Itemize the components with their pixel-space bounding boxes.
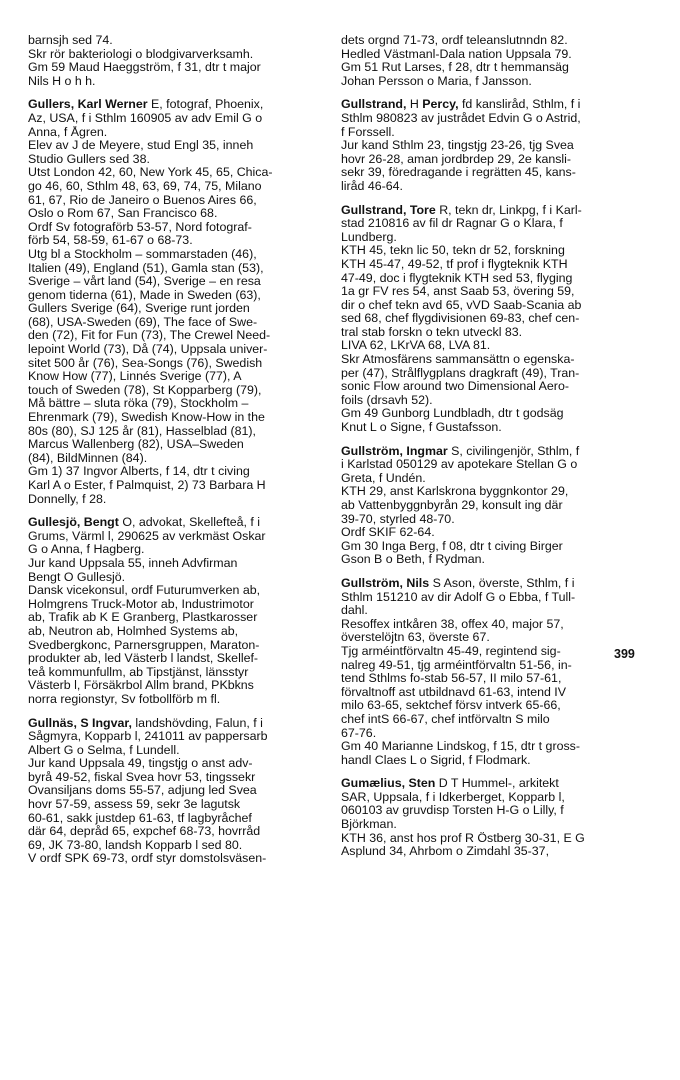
text-line: chef intS 66-67, chef intförvaltn S milo xyxy=(341,712,550,726)
entry-gullstrand-tore xyxy=(341,204,641,435)
entry-text: fd kansliråd, Sthlm, f i xyxy=(458,98,581,112)
entry-text: S Ason, överste, Sthlm, f i xyxy=(429,576,575,590)
text-line: foils (drsavh 52). xyxy=(341,393,433,407)
entry-gullnas-ingvar xyxy=(28,717,328,867)
text-line: dir o chef tekn avd 65, vVD Saab-Scania ab xyxy=(341,298,582,312)
text-line: Anna, f Ågren. xyxy=(28,125,108,139)
text-line: Gm 51 Rut Larses, f 28, dtr t hemmansäg xyxy=(341,61,569,75)
text-line: sed 68, chef flygdivisionen 69-83, chef cen- xyxy=(341,312,580,326)
text-line: LIVA 62, LKrVA 68, LVA 81. xyxy=(341,339,491,353)
text-line: nalreg 49-51, tjg arméintförvaltn 51-56, in- xyxy=(341,658,572,672)
text-line: Gm 40 Marianne Lindskog, f 15, dtr t gross- xyxy=(341,740,580,754)
entry-name: Gullstrand, xyxy=(341,98,407,112)
text-line: Knut L o Signe, f Gustafsson. xyxy=(341,421,502,435)
text-line: Studio Gullers sed 38. xyxy=(28,152,150,166)
entry-name: Gullesjö, Bengt xyxy=(28,516,119,530)
text-line: där 64, depråd 65, expchef 68-73, hovrråd xyxy=(28,825,261,839)
text-line: produkter ab, led Västerb l landst, Skellef- xyxy=(28,652,259,666)
text-line: 39-70, styrled 48-70. xyxy=(341,512,455,526)
text-line: Nils H o h h. xyxy=(28,74,96,88)
entry-name: Gullström, Nils xyxy=(341,576,430,590)
text-line: lepoint World (73), Då (74), Uppsala univer- xyxy=(28,343,268,357)
entry-name: Gullstrand, Tore xyxy=(341,203,436,217)
text-line: Johan Persson o Maria, f Jansson. xyxy=(341,74,532,88)
text-line: go 46, 60, Sthlm 48, 63, 69, 74, 75, Milano xyxy=(28,179,262,193)
text-line: Marcus Wallenberg (82), USA–Sweden xyxy=(28,438,244,452)
text-line: hovr 57-59, assess 59, sekr 3e lagutsk xyxy=(28,798,241,812)
text-line xyxy=(341,98,641,112)
text-line: Karl A o Ester, f Palmquist, 2) 73 Barbara H xyxy=(28,479,266,492)
text-line: KTH 45-47, 49-52, tf prof i flygteknik KTH xyxy=(341,257,568,271)
entry-text: R, tekn dr, Linkpg, f i Karl- xyxy=(435,203,582,217)
text-line: i Karlstad 050129 av apotekare Stellan G o xyxy=(341,458,578,472)
text-line: (68), USA-Sweden (69), The face of Swe- xyxy=(28,315,258,329)
text-line: liråd 46-64. xyxy=(341,179,403,193)
text-line: ab, Trafik ab K E Granberg, Plastkarosser xyxy=(28,611,258,625)
text-line: KTH 45, tekn lic 50, tekn dr 52, forskning xyxy=(341,244,565,258)
entry-continuation xyxy=(341,34,641,88)
text-line xyxy=(341,445,641,459)
text-line: överstelöjtn 63, överste 67. xyxy=(341,631,490,645)
text-line xyxy=(341,777,641,791)
entry-text: O, advokat, Skellefteå, f i xyxy=(118,516,261,530)
text-line: Sthlm 980823 av justrådet Edvin G o Astrid, xyxy=(341,111,581,125)
text-line: milo 63-65, sektchef försv intverk 65-66, xyxy=(341,699,561,713)
text-line: Az, USA, f i Sthlm 160905 av adv Emil G o xyxy=(28,111,263,125)
text-line xyxy=(341,577,641,591)
text-line: 69, JK 73-80, landsh Kopparb l sed 80. xyxy=(28,838,243,852)
text-line: förb 54, 58-59, 61-67 o 68-73. xyxy=(28,234,193,248)
text-line: genom tiderna (61), Made in Sweden (63), xyxy=(28,288,261,302)
text-line: 67-76. xyxy=(341,726,377,740)
entry-name: Gullers, Karl Werner xyxy=(28,98,148,112)
entry-name: Gullström, Ingmar xyxy=(341,444,448,458)
text-line: Asplund 34, Ahrbom o Zimdahl 35-37, xyxy=(341,845,550,859)
text-line: 1a gr FV res 54, anst Saab 53, övering 59, xyxy=(341,285,575,299)
text-line: Dansk vicekonsul, ordf Futurumverken ab, xyxy=(28,584,261,598)
entry-name: Percy, xyxy=(422,98,459,112)
entry-gullstrom-nils xyxy=(341,577,641,767)
entry-text: E, fotograf, Phoenix, xyxy=(147,98,264,112)
text-line: Elev av J de Meyere, stud Engl 35, inneh xyxy=(28,139,254,153)
text-line: 80s (80), SJ 125 år (81), Hasselblad (81), xyxy=(28,424,256,438)
text-line: Utg bl a Stockholm – sommarstaden (46), xyxy=(28,247,257,261)
text-line: Holmgrens Truck-Motor ab, Industrimotor xyxy=(28,597,254,611)
text-line: tral stab forskn o tekn utveckl 83. xyxy=(341,325,523,339)
text-line: SAR, Uppsala, f i Idkerberget, Kopparb l, xyxy=(341,790,565,804)
text-line: Lundberg. xyxy=(341,230,397,244)
text-line: Gm 59 Maud Haeggström, f 31, dtr t major xyxy=(28,61,261,75)
text-line: handl Claes L o Sigrid, f Flodmark. xyxy=(341,753,531,767)
entry-text: H xyxy=(406,98,423,112)
entry-gumaelius-sten xyxy=(341,777,641,859)
text-line: stad 210816 av fil dr Ragnar G o Klara, f xyxy=(341,217,563,231)
entry-text: landshövding, Falun, f i xyxy=(131,716,263,730)
text-line: V ordf SPK 69-73, ordf styr domstolsväsen- xyxy=(28,852,267,866)
text-line: Sågmyra, Kopparb l, 241011 av pappersarb xyxy=(28,730,268,744)
entry-gullstrom-ingmar xyxy=(341,445,641,567)
text-line: Gullers Sverige (64), Sverige runt jorden xyxy=(28,302,250,316)
text-line: f Forssell. xyxy=(341,125,395,139)
text-line: Donnelly, f 28. xyxy=(28,492,107,506)
text-line: den (72), Fit for Fun (73), The Crewel Need- xyxy=(28,329,271,343)
text-line: Sthlm 151210 av dir Adolf G o Ebba, f Tull- xyxy=(341,590,576,604)
text-line: Ordf Sv fotograförb 53-57, Nord fotograf- xyxy=(28,220,252,234)
text-line: Sverige – vårt land (54), Sverige – en resa xyxy=(28,275,261,289)
text-line: Gm 30 Inga Berg, f 08, dtr t civing Birger xyxy=(341,539,563,553)
text-line: Hedled Västmanl-Dala nation Uppsala 79. xyxy=(341,47,572,61)
text-line: Bengt O Gullesjö. xyxy=(28,570,126,584)
text-line: Grums, Värml l, 290625 av verkmäst Oskar xyxy=(28,529,266,543)
text-line: dahl. xyxy=(341,604,368,618)
text-line: Italien (49), England (51), Gamla stan (53), xyxy=(28,261,264,275)
entry-gullers-karl xyxy=(28,98,328,506)
text-line: sonic Flow around two Dimensional Aero- xyxy=(341,380,569,394)
text-line: Må bättre – sluta röka (79), Stockholm – xyxy=(28,397,249,411)
text-line: 60-61, sakk justdep 61-63, tf lagbyråchef xyxy=(28,811,252,825)
text-line: 47-49, doc i flygteknik KTH sed 53, flyging xyxy=(341,271,573,285)
text-line: Björkman. xyxy=(341,818,397,832)
text-line: 060103 av gruvdisp Torsten H-G o Lilly, f xyxy=(341,804,564,818)
text-line: sitet 500 år (76), Sea-Songs (76), Swedish xyxy=(28,356,263,370)
text-line: per (47), Strålflygplans dragkraft (49), Tran- xyxy=(341,366,580,380)
text-line: byrå 49-52, fiskal Svea hovr 53, tingssekr xyxy=(28,770,256,784)
page-number: 399 xyxy=(614,647,635,661)
entry-name: Gumælius, Sten xyxy=(341,777,436,791)
text-line: Utst London 42, 60, New York 45, 65, Chica- xyxy=(28,166,273,180)
text-line: hovr 26-28, aman jordbrdep 29, 2e kansli- xyxy=(341,152,572,166)
text-line: Know How (77), Linnés Sverige (77), A xyxy=(28,370,242,384)
entry-text: D T Hummel-, arkitekt xyxy=(435,777,559,791)
text-line xyxy=(28,516,328,530)
text-line: Skr Atmosfärens sammansättn o egenska- xyxy=(341,353,575,367)
entry-continuation xyxy=(28,34,328,88)
text-line: (84), BildMinnen (84). xyxy=(28,451,148,465)
text-line: 61, 67, Rio de Janeiro o Buenos Aires 66, xyxy=(28,193,257,207)
text-line: Ehrenmark (79), Swedish Know-How in the xyxy=(28,411,265,425)
text-line: sekr 39, föredragande i regrätten 45, kans- xyxy=(341,166,576,180)
entry-name: Gullnäs, S Ingvar, xyxy=(28,716,132,730)
text-line: dets orgnd 71-73, ordf teleanslutnndn 82. xyxy=(341,34,568,47)
text-line: Albert G o Selma, f Lundell. xyxy=(28,743,180,757)
text-line xyxy=(341,204,641,218)
text-line: KTH 29, anst Karlskrona byggnkontor 29, xyxy=(341,485,569,499)
text-line: Ovansiljans doms 55-57, adjung led Svea xyxy=(28,784,257,798)
text-line: Gm 1) 37 Ingvor Alberts, f 14, dtr t civing xyxy=(28,465,250,479)
right-column xyxy=(341,34,641,869)
text-line: Jur kand Uppsala 49, tingstjg o anst adv- xyxy=(28,757,253,771)
text-line: ab Vattenbyggnbyrån 29, konsult ing där xyxy=(341,499,563,512)
text-line: ab, Neutron ab, Holmhed Systems ab, xyxy=(28,624,239,638)
text-line: Tjg arméintförvaltn 45-49, regintend sig- xyxy=(341,644,561,658)
text-line: Jur kand Uppsala 55, inneh Advfirman xyxy=(28,556,238,570)
text-line: Gm 49 Gunborg Lundbladh, dtr t godsäg xyxy=(341,407,564,421)
text-line: Oslo o Rom 67, San Francisco 68. xyxy=(28,207,218,221)
text-line: Resoffex intkåren 38, offex 40, major 57, xyxy=(341,617,564,631)
text-line: Ordf SKIF 62-64. xyxy=(341,526,435,540)
text-line: Svedbergkonc, Parnersgruppen, Maraton- xyxy=(28,638,260,652)
text-line: G o Anna, f Hagberg. xyxy=(28,543,145,557)
left-column xyxy=(28,34,328,876)
entry-gullesjo-bengt xyxy=(28,516,328,706)
text-line: norra regionstyr, Sv fotbollförb m fl. xyxy=(28,692,221,706)
text-line: Gson B o Beth, f Rydman. xyxy=(341,553,485,567)
text-line: Jur kand Sthlm 23, tingstjg 23-26, tjg Svea xyxy=(341,139,574,153)
text-line: förvaltnoff ast utbildnavd 61-63, intend IV xyxy=(341,685,567,699)
text-line xyxy=(28,98,328,112)
text-line: touch of Sweden (78), St Kopparberg (79), xyxy=(28,383,262,397)
entry-text: S, civilingenjör, Sthlm, f xyxy=(447,444,580,458)
text-line: Skr rör bakteriologi o blodgivarverksamh. xyxy=(28,47,254,61)
entry-gullstrand-percy xyxy=(341,98,641,193)
text-line: teå kommunfullm, ab Tipstjänst, länsstyr xyxy=(28,665,249,679)
text-line: barnsjh sed 74. xyxy=(28,34,113,47)
text-line xyxy=(28,717,328,731)
text-line: Greta, f Undén. xyxy=(341,471,426,485)
text-line: KTH 36, anst hos prof R Östberg 30-31, E G xyxy=(341,831,585,845)
text-line: tend Sthlms fo-stab 56-57, II milo 57-61, xyxy=(341,672,562,686)
text-line: Västerb l, Försäkrbol Allm brand, PKbkns xyxy=(28,679,254,693)
